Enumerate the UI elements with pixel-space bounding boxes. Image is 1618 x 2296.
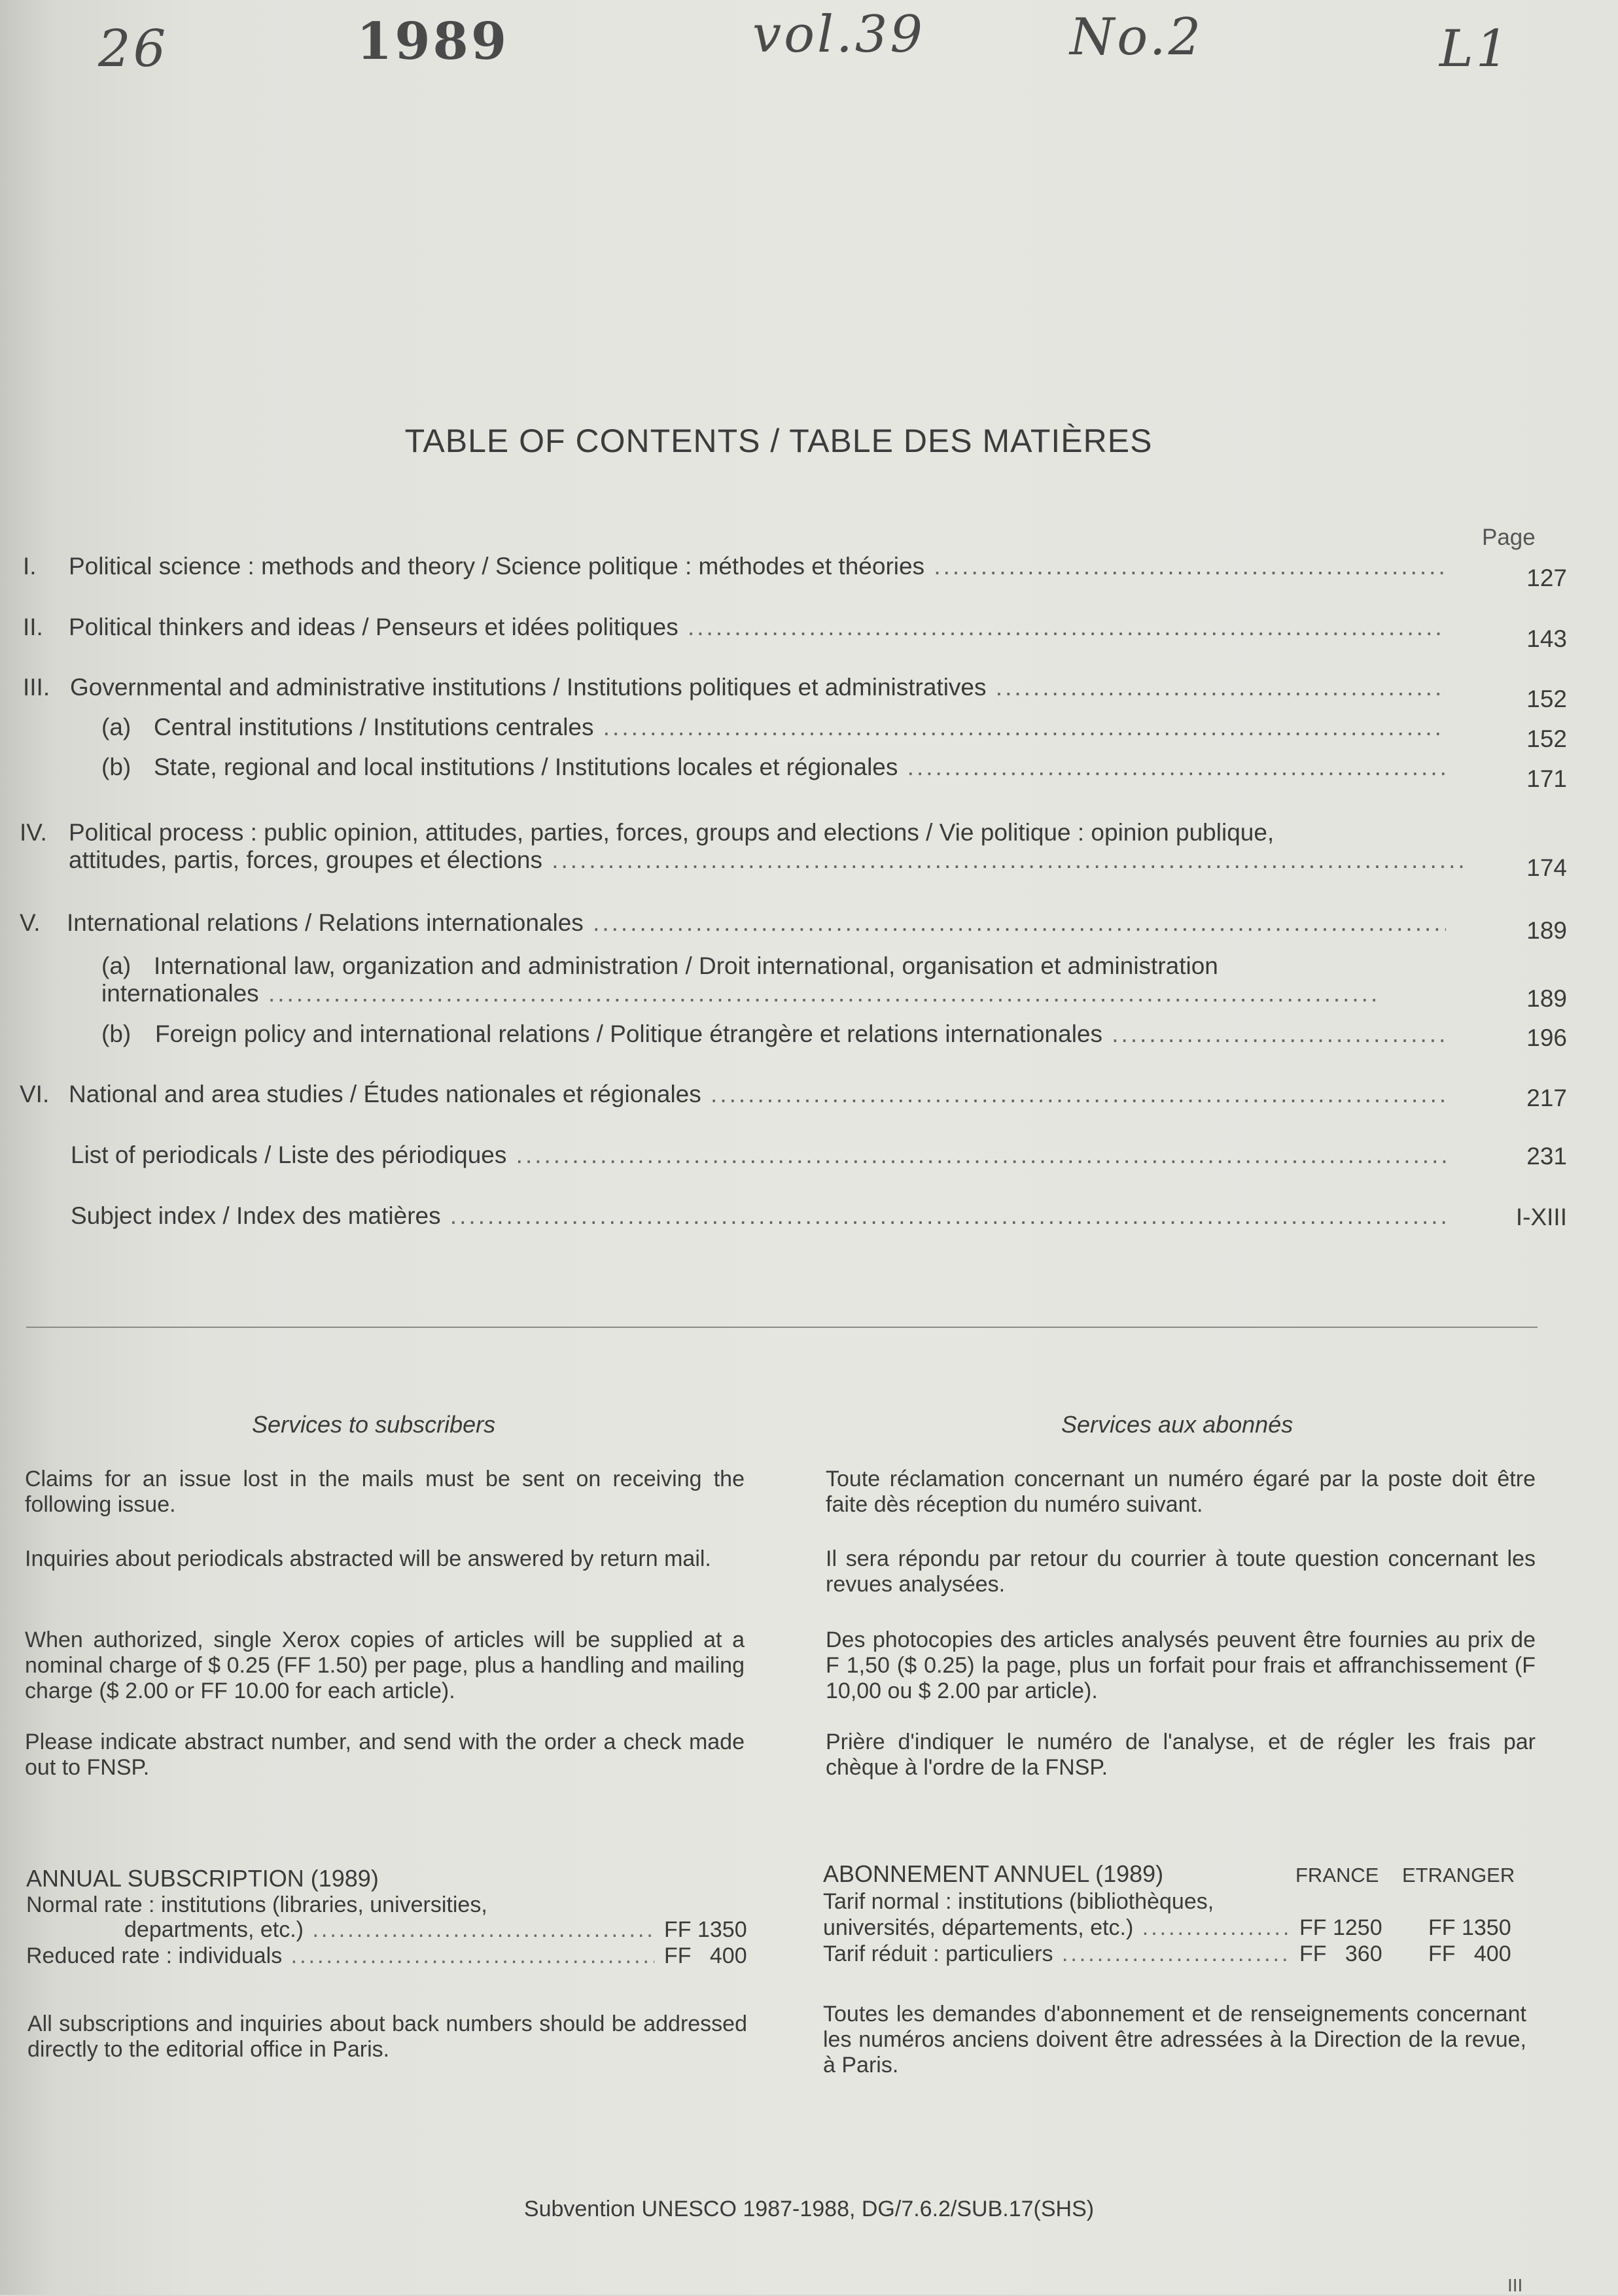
- toc-entry-number: (a): [101, 714, 132, 740]
- subscription-en-normal: Normal rate : institutions (libraries, universities,: [26, 1892, 487, 1917]
- handwritten-number: 26: [98, 20, 169, 78]
- services-en-heading: Services to subscribers: [252, 1411, 496, 1438]
- page-number: III: [1507, 2275, 1523, 2295]
- subscription-en-note: All subscriptions and inquiries about back numbers should be addressed directly to the editorial office in Paris.: [27, 2011, 747, 2062]
- subscription-fr-reduced-france: FF 360: [1299, 1941, 1382, 1966]
- toc-entry-label: Political science : methods and theory / Science politique : méthodes et théories .....: [69, 553, 1446, 580]
- subscription-fr-col-etranger: ETRANGER: [1402, 1864, 1515, 1887]
- toc-entry-label: Political thinkers and ideas / Penseurs et idées politiques .....: [69, 614, 1446, 641]
- toc-entry-page: 143: [1526, 625, 1567, 652]
- toc-title: TABLE OF CONTENTS / TABLE DES MATIÈRES: [404, 423, 1153, 459]
- toc-page-heading: Page: [1482, 525, 1536, 550]
- toc-entry-number: V.: [20, 909, 41, 936]
- subscription-fr-heading: ABONNEMENT ANNUEL (1989): [823, 1860, 1164, 1887]
- services-en-indicate: Please indicate abstract number, and send with the order a check made out to FNSP.: [25, 1730, 745, 1780]
- toc-entry-page: 171: [1526, 765, 1567, 792]
- toc-entry-page: 189: [1526, 917, 1567, 944]
- subscription-fr: [823, 1861, 1539, 1972]
- toc-entry-page: 231: [1526, 1143, 1567, 1170]
- services-en-inquiries: Inquiries about periodicals abstracted will be answered by return mail.: [25, 1546, 711, 1571]
- toc-entry-page: 127: [1526, 565, 1567, 591]
- toc-entry-page: I-XIII: [1515, 1204, 1567, 1230]
- toc-entry-number: III.: [23, 674, 50, 701]
- subscription-fr-reduced: Tarif réduit : particuliers .....: [823, 1941, 1288, 1967]
- toc-entry-label: List of periodicals / Liste des périodiques .....: [71, 1141, 1446, 1169]
- subscription-en-reduced-price: FF 400: [664, 1943, 747, 1968]
- toc-entry-label-cont: internationales .....: [101, 980, 1446, 1007]
- toc-entry-page: 152: [1526, 686, 1567, 712]
- subscription-fr-note: Toutes les demandes d'abonnement et de renseignements concernant les numéros anciens doivent être adressées à la Direction de la revue, à Paris.: [823, 2002, 1526, 2078]
- subscription-fr-normal: Tarif normal : institutions (bibliothèques,: [823, 1889, 1214, 1914]
- subscription-en-normal-cont: departments, etc.) .....: [124, 1917, 654, 1943]
- toc-entry-label: National and area studies / Études nationales et régionales .....: [69, 1081, 1446, 1108]
- toc-entry-label: Subject index / Index des matières .....: [71, 1202, 1446, 1230]
- services-en-claims: Claims for an issue lost in the mails must be sent on receiving the following issue.: [25, 1467, 745, 1517]
- divider-rule: [26, 1327, 1538, 1328]
- toc-entry-number: (a): [101, 952, 132, 979]
- subscription-fr-normal-france: FF 1250: [1299, 1915, 1382, 1940]
- services-fr-indicate: Prière d'indiquer le numéro de l'analyse, et de régler les frais par chèque à l'ordre de la FNSP.: [826, 1730, 1536, 1780]
- handwritten-volume: vol.39: [752, 5, 926, 64]
- subscription-fr-col-france: FRANCE: [1295, 1864, 1379, 1887]
- toc-entry-label-cont: attitudes, partis, forces, groupes et élections .....: [69, 846, 1466, 874]
- subscription-en: [26, 1866, 746, 1970]
- toc-entry-page: 174: [1526, 854, 1567, 881]
- subscription-fr-normal-etranger: FF 1350: [1428, 1915, 1511, 1940]
- toc-entry-number: I.: [23, 553, 37, 580]
- toc-entry-label: Governmental and administrative institutions / Institutions politiques et administratives .....: [70, 674, 1446, 701]
- toc-entry-label: International relations / Relations internationales .....: [67, 909, 1446, 937]
- toc-entry-label: International law, organization and administration / Droit international, organisation et administration: [154, 952, 1218, 979]
- toc-entry-page: 152: [1526, 725, 1567, 752]
- toc-entry-number: II.: [23, 614, 43, 640]
- subscription-fr-reduced-etranger: FF 400: [1428, 1941, 1511, 1966]
- toc-entry-label: State, regional and local institutions / Institutions locales et régionales .....: [154, 754, 1446, 781]
- services-fr-claims: Toute réclamation concernant un numéro égaré par la poste doit être faite dès réception du numéro suivant.: [826, 1467, 1536, 1517]
- handwritten-year: 1989: [357, 12, 510, 71]
- subscription-fr-normal-cont: universités, départements, etc.) .....: [823, 1915, 1288, 1941]
- toc-entry-label: Foreign policy and international relations / Politique étrangère et relations internationales .....: [155, 1020, 1446, 1048]
- services-fr-heading: Services aux abonnés: [1061, 1411, 1293, 1438]
- services-fr-inquiries: Il sera répondu par retour du courrier à toute question concernant les revues analysées.: [826, 1546, 1536, 1597]
- toc-entry-number: VI.: [20, 1081, 50, 1107]
- toc-entry-label: Central institutions / Institutions centrales .....: [154, 714, 1446, 741]
- services-fr-xerox: Des photocopies des articles analysés peuvent être fournies au prix de F 1,50 ($ 0.25) la page, plus un forfait pour frais et affranchissement (F 10,00 ou $ 2.00 par article).: [826, 1627, 1536, 1703]
- toc-entry-page: 189: [1526, 985, 1567, 1012]
- footer-subvention: Subvention UNESCO 1987-1988, DG/7.6.2/SUB.17(SHS): [523, 2197, 1095, 2221]
- handwritten-code: L1: [1439, 20, 1511, 78]
- toc-entry-page: 217: [1526, 1085, 1567, 1111]
- services-en-xerox: When authorized, single Xerox copies of articles will be supplied at a nominal charge of $ 0.25 (FF 1.50) per page, plus a handling and mailing charge ($ 2.00 or FF 10.00 for each article).: [25, 1627, 745, 1703]
- toc-entry-number: IV.: [20, 819, 47, 846]
- subscription-en-normal-price: FF 1350: [664, 1917, 747, 1942]
- toc-entry-label: Political process : public opinion, attitudes, parties, forces, groups and elections / Vie politique : opinion publique,: [69, 819, 1275, 846]
- subscription-en-heading: ANNUAL SUBSCRIPTION (1989): [26, 1865, 379, 1892]
- handwritten-issue: No.2: [1070, 8, 1204, 67]
- subscription-en-reduced: Reduced rate : individuals .....: [26, 1943, 654, 1969]
- toc-entry-page: 196: [1526, 1024, 1567, 1051]
- toc-entry-number: (b): [101, 1020, 132, 1047]
- toc-entry-number: (b): [101, 754, 132, 780]
